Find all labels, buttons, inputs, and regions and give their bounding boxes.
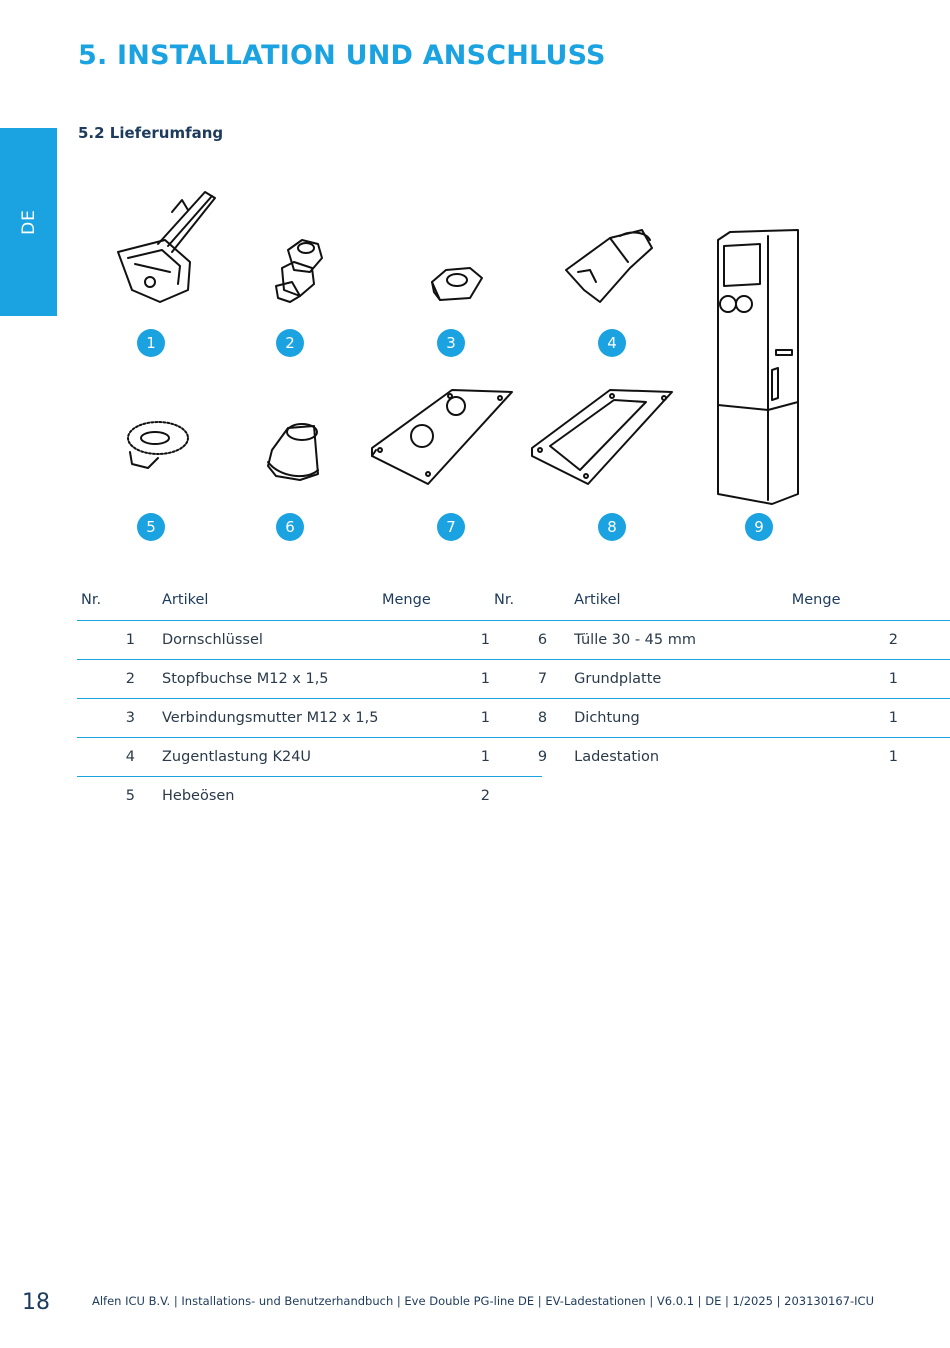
language-tab (0, 128, 57, 316)
nut-part-illustration (432, 268, 482, 300)
header-nr: Nr. (77, 580, 162, 621)
cell-article: Stopfbuchse M12 x 1,5 (162, 660, 382, 699)
cell-article: Tülle 30 - 45 mm (574, 621, 792, 660)
part-badge: 6 (276, 513, 304, 541)
cell-qty: 1 (382, 738, 542, 777)
cell-article: Hebeösen (162, 788, 235, 804)
key-part-illustration (118, 192, 215, 302)
cell-nr: 8 (490, 699, 574, 738)
strain-relief-part-illustration (566, 230, 652, 302)
table-row (490, 738, 950, 777)
cell-nr: 4 (77, 738, 162, 777)
cell-qty: 1 (382, 699, 542, 738)
cell-article: Grundplatte (574, 660, 792, 699)
cell-qty: 1 (792, 660, 950, 699)
cell-article: Dichtung (574, 699, 792, 738)
eye-bolt-part-illustration (128, 422, 188, 468)
table-header-row (490, 580, 950, 621)
header-qty: Menge (382, 580, 542, 621)
part-badge: 1 (137, 329, 165, 357)
seal-part-illustration (532, 390, 672, 484)
cell-nr: 3 (77, 699, 162, 738)
page-title: 5. INSTALLATION UND ANSCHLUSS (78, 40, 606, 71)
part-badge: 7 (437, 513, 465, 541)
part-badge: 8 (598, 513, 626, 541)
parts-illustration (0, 0, 950, 560)
table-row (490, 699, 950, 738)
cell-article: Dornschlüssel (162, 621, 382, 660)
footer-text: Alfen ICU B.V. | Installations- und Benutzerhandbuch | Eve Double PG-line DE | EV-Ladestationen | V6.0.1 | DE | 1/2025 | 203130167-ICU (92, 1294, 874, 1308)
part-badge: 2 (276, 329, 304, 357)
table-row (77, 738, 542, 777)
cell-nr: 9 (537, 749, 548, 765)
cell-nr: 1 (77, 621, 162, 660)
table-row (77, 660, 542, 699)
section-title: 5.2 Lieferumfang (78, 124, 224, 142)
cell-qty: 2 (792, 621, 950, 660)
part-badge: 3 (437, 329, 465, 357)
cell-article: Ladestation (574, 749, 660, 765)
cell-article: Verbindungsmutter M12 x 1,5 (162, 699, 382, 738)
base-plate-part-illustration (372, 390, 512, 484)
language-tab-label: DE (18, 209, 39, 235)
header-nr: Nr. (490, 580, 574, 621)
cell-qty: 1 (382, 621, 542, 660)
header-article: Artikel (574, 580, 792, 621)
cell-nr: 6 (490, 621, 574, 660)
part-badge: 9 (745, 513, 773, 541)
table-row (77, 699, 542, 738)
gland-part-illustration (276, 240, 322, 302)
cell-nr: 2 (77, 660, 162, 699)
cell-qty: 1 (888, 749, 898, 765)
table-row (77, 621, 542, 660)
header-article: Artikel (162, 580, 382, 621)
table-row (490, 621, 950, 660)
parts-table-right (490, 580, 950, 776)
cell-qty: 2 (480, 788, 490, 804)
table-row (77, 777, 542, 816)
part-badge: 4 (598, 329, 626, 357)
cell-qty: 1 (792, 699, 950, 738)
cell-nr: 5 (125, 788, 135, 804)
table-row (490, 660, 950, 699)
table-header-row (77, 580, 542, 621)
cell-article: Zugentlastung K24U (162, 738, 382, 777)
charging-station-part-illustration (718, 230, 798, 504)
cell-nr: 7 (490, 660, 574, 699)
cell-qty: 1 (382, 660, 542, 699)
header-qty: Menge (792, 580, 950, 621)
grommet-part-illustration (268, 424, 318, 480)
page-number: 18 (22, 1290, 50, 1315)
part-badge: 5 (137, 513, 165, 541)
parts-table-left (77, 580, 542, 815)
